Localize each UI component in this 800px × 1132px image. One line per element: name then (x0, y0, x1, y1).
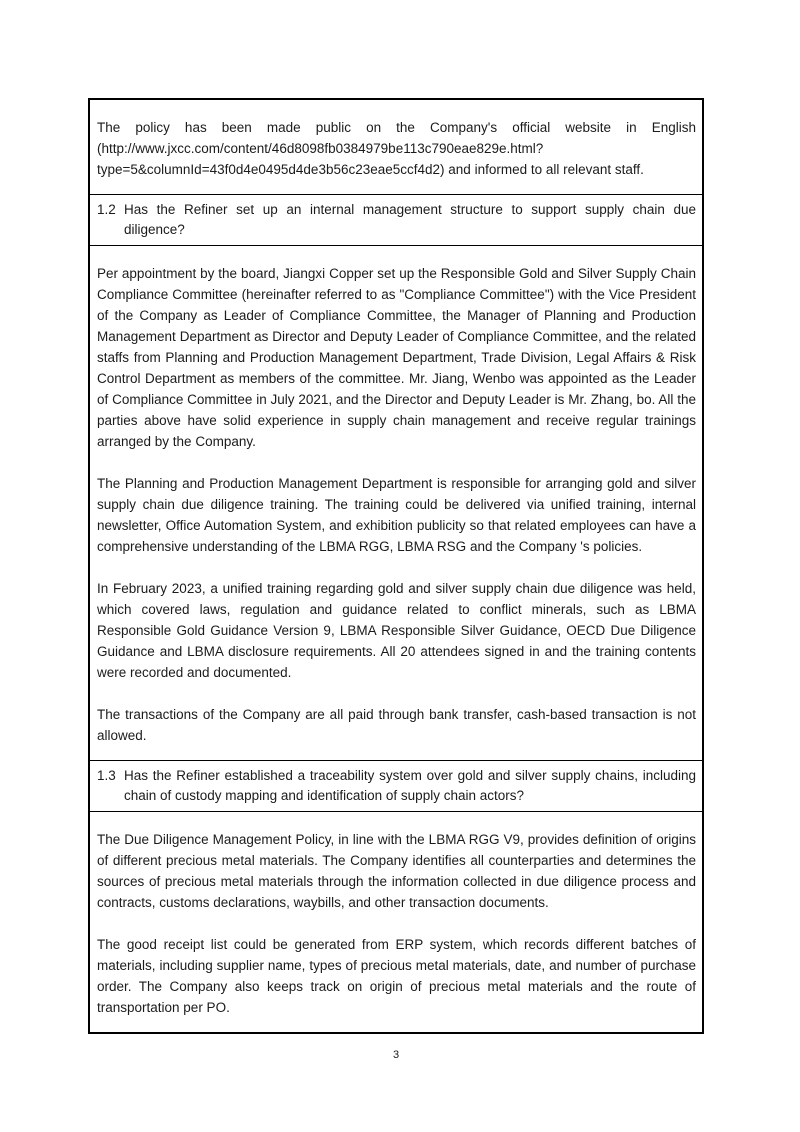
paragraph-compliance-committee: Per appointment by the board, Jiangxi Copper set up the Responsible Gold and Silver Supply Chain Compliance Committee (hereinafter referred to as "Compliance Committee") with the Vice President of the Company as Leader of Compliance Committee, the Manager of Planning and Production Management Department as Director and Deputy Leader of Compliance Committee, and the related staffs from Planning and Production Management Department, Trade Division, Legal Affairs & Risk Control Department as members of the committee. Mr. Jiang, Wenbo was appointed as the Leader of Compliance Committee in July 2021, and the Director and Deputy Leader is Mr. Zhang, bo. All the parties above have solid experience in supply chain management and receive regular trainings arranged by the Company. (97, 266, 696, 449)
question-row-1-3 (90, 760, 702, 811)
paragraph-bank-transfer: The transactions of the Company are all paid through bank transfer, cash-based transaction is not allowed. (97, 707, 696, 743)
page-number: 3 (392, 1049, 400, 1061)
paragraph-training-responsibility: The Planning and Production Management Department is responsible for arranging gold and silver supply chain due diligence training. The training could be delivered via unified training, internal newsletter, Office Automation System, and exhibition publicity so that related employees can have a comprehensive understanding of the LBMA RGG, LBMA RSG and the Company 's policies. (97, 476, 696, 554)
question-number: 1.3 (97, 768, 116, 783)
question-row-1-2 (90, 194, 702, 245)
paragraph-due-diligence-policy: The Due Diligence Management Policy, in line with the LBMA RGG V9, provides definition of origins of different precious metal materials. The Company identifies all counterparties and determines the sources of precious metal materials through the information collected in due diligence process and contracts, customs declarations, waybills, and other transaction documents. (97, 832, 696, 910)
paragraph-erp-receipt-list: The good receipt list could be generated from ERP system, which records different batches of materials, including supplier name, types of precious metal materials, date, and number of purchase order. The Company also keeps track on origin of precious metal materials and the route of transportation per PO. (97, 937, 696, 1015)
answer-cell-1-2 (90, 245, 702, 760)
paragraph-february-training: In February 2023, a unified training regarding gold and silver supply chain due diligence was held, which covered laws, regulation and guidance related to conflict minerals, such as LBMA Responsible Gold Guidance Version 9, LBMA Responsible Silver Guidance, OECD Due Diligence Guidance and LBMA disclosure requirements. All 20 attendees signed in and the training contents were recorded and documented. (97, 581, 696, 680)
answer-cell-1-3 (90, 811, 702, 1032)
question-number: 1.2 (97, 202, 116, 217)
qa-table (88, 98, 704, 1034)
answer-cell-policy-publication (90, 100, 702, 194)
question-text: Has the Refiner established a traceability system over gold and silver supply chains, including chain of custody mapping and identification of supply chain actors? (124, 768, 696, 803)
question-text: Has the Refiner set up an internal management structure to support supply chain due diligence? (124, 202, 696, 237)
paragraph-policy-website: The policy has been made public on the Company's official website in English (http://www.jxcc.com/content/46d8098fb0384979be113c790eae829e.html?type=5&columnId=43f0d4e0495d4de3b56c23eae5ccf4d2) and informed to all relevant staff. (97, 120, 696, 177)
